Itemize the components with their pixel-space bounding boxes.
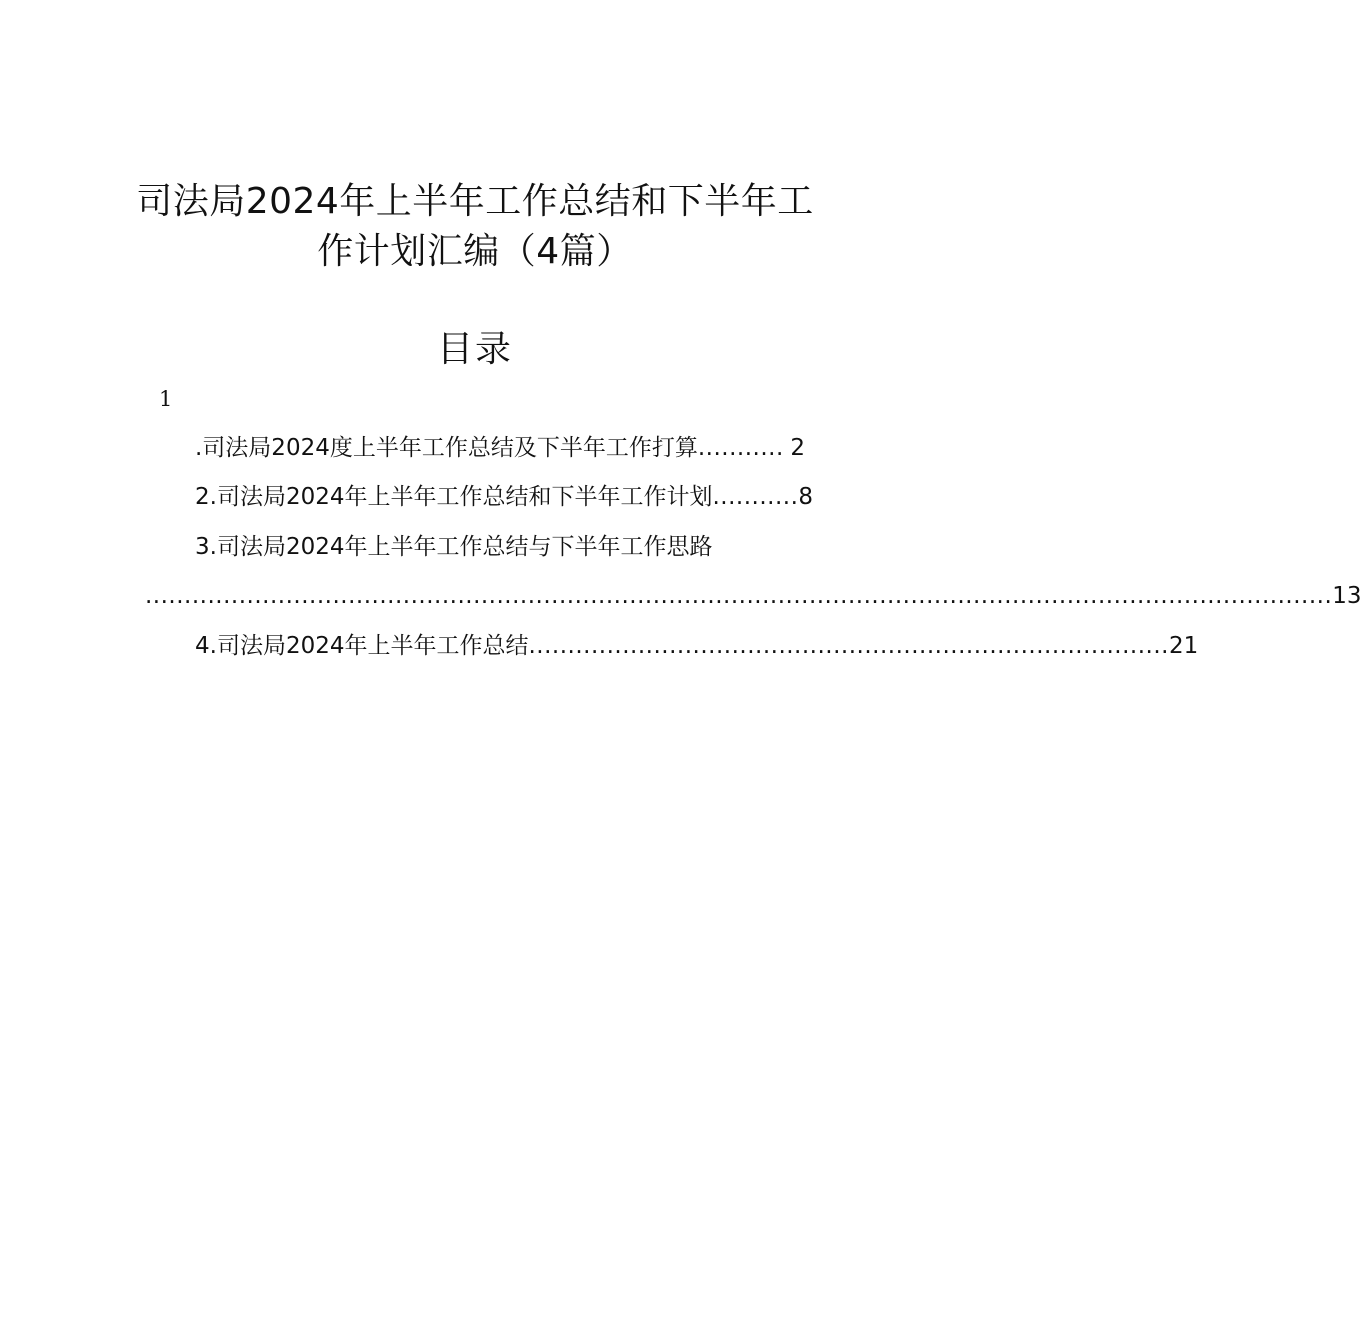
toc-leader-dots: ........... [712,484,799,510]
toc-entry[interactable] [195,531,805,563]
toc-entry[interactable] [195,481,814,513]
document-title-line-2: 作计划汇编（4篇） [317,231,633,272]
toc-leader-dots: ........................................................................................................................................................ [145,583,1333,609]
toc-entry-page: 21 [1169,633,1199,659]
toc-entry-continuation[interactable] [145,580,1362,612]
toc-leader-dots: .................................................................................. [528,633,1169,659]
toc-entry-label: .司法局2024度上半年工作总结及下半年工作打算 [195,435,698,461]
toc-heading: 目录 [436,329,513,370]
toc-entry-page: 13 [1332,583,1362,609]
toc-entry[interactable] [195,630,1199,662]
toc-entry-label: 2.司法局2024年上半年工作总结和下半年工作计划 [195,484,713,510]
toc-entry-page: 8 [798,484,814,510]
toc-entry[interactable] [195,432,805,464]
toc-entry-label: 4.司法局2024年上半年工作总结 [195,633,529,659]
stray-page-number: 1 [159,387,173,411]
toc-leader-dots: ........... [697,435,784,461]
toc-entry-page: 2 [790,435,805,461]
document-title-line-1: 司法局2024年上半年工作总结和下半年工 [136,181,814,222]
toc-entry-label: 3.司法局2024年上半年工作总结与下半年工作思路 [195,534,713,560]
